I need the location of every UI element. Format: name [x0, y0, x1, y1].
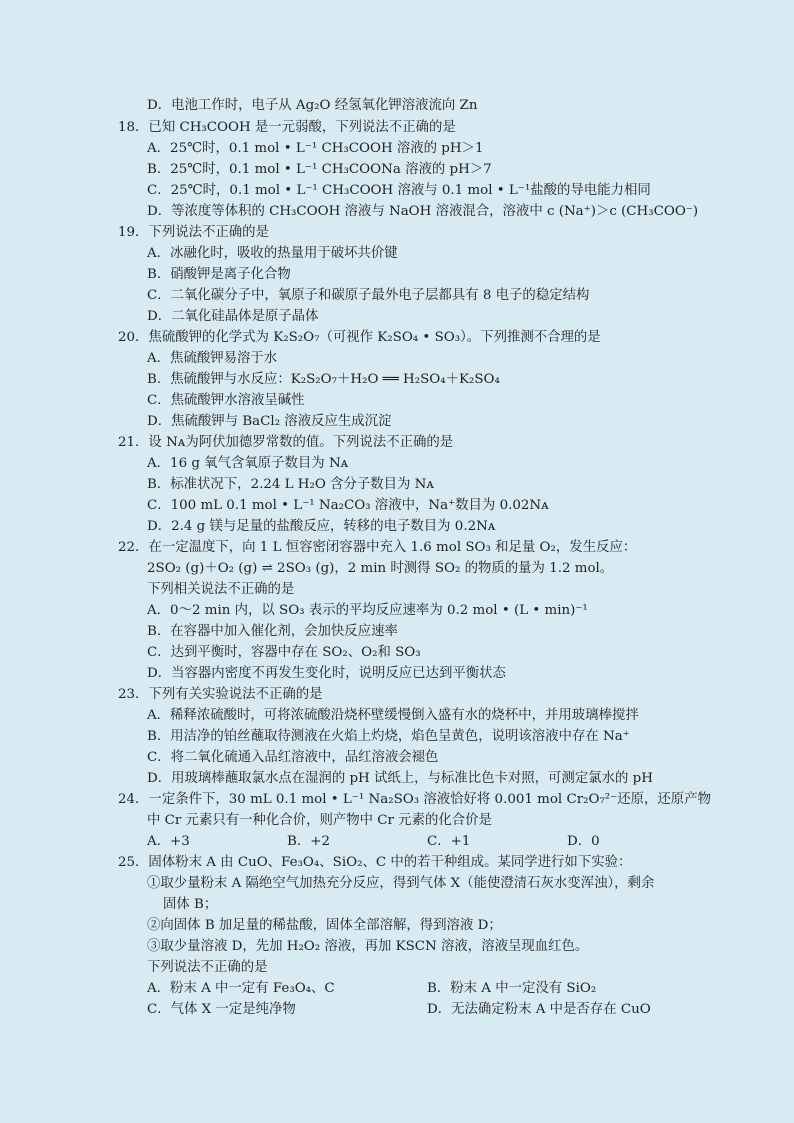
question-line: C．25℃时，0.1 mol • L⁻¹ CH₃COOH 溶液与 0.1 mol • L⁻¹盐酸的导电能力相同 — [147, 183, 651, 198]
q25-option-c: C．气体 X 一定是纯净物 — [147, 1002, 296, 1017]
question-line: A．25℃时，0.1 mol • L⁻¹ CH₃COOH 溶液的 pH＞1 — [147, 141, 484, 156]
question-stem: 23．下列有关实验说法不正确的是 — [118, 687, 323, 702]
question-stem: 24．一定条件下，30 mL 0.1 mol • L⁻¹ Na₂SO₃ 溶液恰好将 0.001 mol Cr₂O₇²⁻还原，还原产物 — [118, 792, 711, 807]
question-stem: 20．焦硫酸钾的化学式为 K₂S₂O₇（可视作 K₂SO₄ • SO₃）。下列推测不合理的是 — [118, 330, 601, 345]
question-line: ③取少量溶液 D，先加 H₂O₂ 溶液，再加 KSCN 溶液，溶液呈现血红色。 — [147, 939, 589, 954]
question-stem: 22．在一定温度下，向 1 L 恒容密闭容器中充入 1.6 mol SO₃ 和足量 O₂，发生反应： — [118, 540, 637, 555]
question-line: A．焦硫酸钾易溶于水 — [147, 351, 278, 366]
question-line: C．焦硫酸钾水溶液呈碱性 — [147, 393, 305, 408]
q24-option-c: C．+1 — [427, 834, 471, 849]
question-line: D．二氧化硅晶体是原子晶体 — [147, 309, 319, 324]
question-line: B．标准状况下，2.24 L H₂O 含分子数目为 Nᴀ — [147, 477, 434, 492]
question-stem: 21．设 Nᴀ为阿伏加德罗常数的值。下列说法不正确的是 — [118, 435, 454, 450]
q24-option-b: B．+2 — [287, 834, 330, 849]
question-line: 固体 B； — [163, 897, 218, 912]
question-line: C．二氧化碳分子中，氧原子和碳原子最外电子层都具有 8 电子的稳定结构 — [147, 288, 590, 303]
question-line: B．用洁净的铂丝蘸取待测液在火焰上灼烧，焰色呈黄色，说明该溶液中存在 Na⁺ — [147, 729, 630, 744]
question-stem: 18．已知 CH₃COOH 是一元弱酸，下列说法不正确的是 — [118, 120, 456, 135]
question-line: B．硝酸钾是离子化合物 — [147, 267, 291, 282]
question-line: 下列相关说法不正确的是 — [147, 582, 295, 597]
question-line: 中 Cr 元素只有一种化合价，则产物中 Cr 元素的化合价是 — [147, 813, 492, 828]
question-line: A．16 g 氧气含氧原子数目为 Nᴀ — [147, 456, 349, 471]
q25-option-a: A．粉末 A 中一定有 Fe₃O₄、C — [147, 981, 335, 996]
question-line: A．稀释浓硫酸时，可将浓硫酸沿烧杯壁缓慢倒入盛有水的烧杯中，并用玻璃棒搅拌 — [147, 708, 639, 723]
question-line: D．电池工作时，电子从 Ag₂O 经氢氧化钾溶液流向 Zn — [147, 98, 478, 113]
question-line: D．焦硫酸钾与 BaCl₂ 溶液反应生成沉淀 — [147, 414, 392, 429]
question-line: A．0～2 min 内，以 SO₃ 表示的平均反应速率为 0.2 mol • (L • min)⁻¹ — [147, 603, 588, 618]
question-line: 2SO₂ (g)＋O₂ (g) ⇌ 2SO₃ (g)，2 min 时测得 SO₂ 的物质的量为 1.2 mol。 — [147, 561, 614, 576]
q24-option-d: D．0 — [567, 834, 600, 849]
question-line: ①取少量粉末 A 隔绝空气加热充分反应，得到气体 X（能使澄清石灰水变浑浊），剩余 — [147, 876, 655, 891]
question-line: C．100 mL 0.1 mol • L⁻¹ Na₂CO₃ 溶液中，Na⁺数目为 0.02Nᴀ — [147, 498, 549, 513]
question-line: B．在容器中加入催化剂，会加快反应速率 — [147, 624, 398, 639]
question-line: D．等浓度等体积的 CH₃COOH 溶液与 NaOH 溶液混合，溶液中 c (Na⁺)＞c (CH₃COO⁻) — [147, 204, 699, 219]
question-stem: 25．固体粉末 A 由 CuO、Fe₃O₄、SiO₂、C 中的若干种组成。某同学进行如下实验： — [118, 855, 632, 870]
question-line: B．焦硫酸钾与水反应：K₂S₂O₇＋H₂O ══ H₂SO₄＋K₂SO₄ — [147, 372, 500, 387]
question-line: 下列说法不正确的是 — [147, 960, 268, 975]
question-line: C．达到平衡时，容器中存在 SO₂、O₂和 SO₃ — [147, 645, 421, 660]
q25-option-d: D．无法确定粉末 A 中是否存在 CuO — [427, 1002, 651, 1017]
question-line: D．当容器内密度不再发生变化时，说明反应已达到平衡状态 — [147, 666, 506, 681]
question-stem: 19．下列说法不正确的是 — [118, 225, 269, 240]
q24-option-a: A．+3 — [147, 834, 190, 849]
question-line: A．冰融化时，吸收的热量用于破坏共价键 — [147, 246, 398, 261]
q25-option-b: B．粉末 A 中一定没有 SiO₂ — [427, 981, 597, 996]
question-line: B．25℃时，0.1 mol • L⁻¹ CH₃COONa 溶液的 pH＞7 — [147, 162, 492, 177]
question-line: D．用玻璃棒蘸取氯水点在湿润的 pH 试纸上，与标准比色卡对照，可测定氯水的 pH — [147, 771, 653, 786]
question-line: ②向固体 B 加足量的稀盐酸，固体全部溶解，得到溶液 D； — [147, 918, 502, 933]
question-line: C．将二氧化硫通入品红溶液中，品红溶液会褪色 — [147, 750, 439, 765]
question-line: D．2.4 g 镁与足量的盐酸反应，转移的电子数目为 0.2Nᴀ — [147, 519, 496, 534]
